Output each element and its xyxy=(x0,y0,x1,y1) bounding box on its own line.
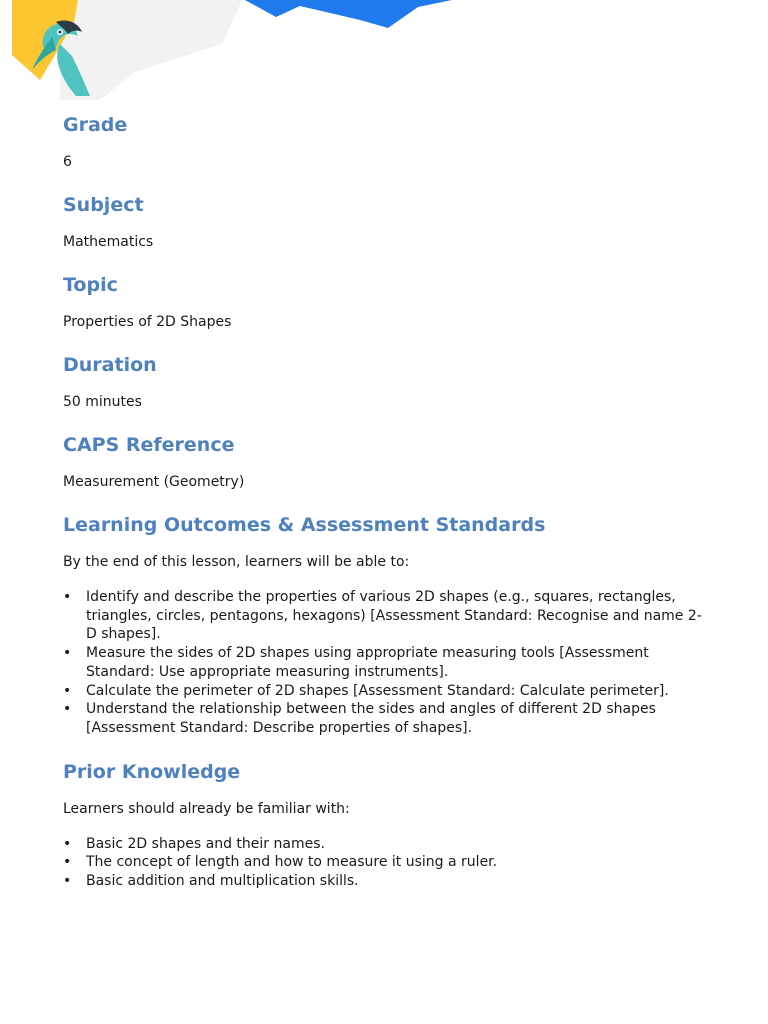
blue-shape xyxy=(245,0,452,28)
learning-outcomes-section xyxy=(63,512,703,738)
bullet-icon: • xyxy=(63,589,72,605)
topic-value: Properties of 2D Shapes xyxy=(63,314,232,330)
bullet-icon: • xyxy=(63,835,72,852)
duration-section xyxy=(63,352,703,411)
bullet-icon: • xyxy=(63,701,72,718)
topic-heading: Topic xyxy=(63,274,118,296)
list-item xyxy=(63,588,703,644)
list-item-text: Identify and describe the properties of various 2D shapes (e.g., squares, rectangles, triangles, circles, pentagons, hexagons) [Assessment Standard: Recognise and name 2-D shapes]. xyxy=(86,589,702,643)
caps-reference-section xyxy=(63,432,703,491)
grade-heading: Grade xyxy=(63,114,128,136)
list-item xyxy=(63,853,703,872)
list-item-text: Calculate the perimeter of 2D shapes [Assessment Standard: Calculate perimeter]. xyxy=(86,682,669,699)
grey-shape xyxy=(60,0,242,100)
prior-knowledge-list xyxy=(63,835,703,891)
caps-reference-value: Measurement (Geometry) xyxy=(63,474,245,490)
learning-outcomes-list xyxy=(63,588,703,738)
list-item xyxy=(63,835,703,854)
bullet-icon: • xyxy=(63,682,72,699)
list-item-text: Understand the relationship between the sides and angles of different 2D shapes [Assessment Standard: Describe properties of shapes]. xyxy=(86,701,656,736)
list-item xyxy=(63,644,703,681)
duration-heading: Duration xyxy=(63,354,157,376)
learning-outcomes-intro: By the end of this lesson, learners will be able to: xyxy=(63,554,410,570)
bullet-icon: • xyxy=(63,854,72,871)
caps-reference-heading: CAPS Reference xyxy=(63,434,235,456)
prior-knowledge-heading: Prior Knowledge xyxy=(63,760,241,783)
yellow-shape xyxy=(12,0,78,80)
prior-knowledge-intro: Learners should already be familiar with: xyxy=(63,800,350,817)
topic-section xyxy=(63,272,703,331)
learning-outcomes-heading: Learning Outcomes & Assessment Standards xyxy=(63,514,546,536)
prior-knowledge-section xyxy=(63,759,703,891)
list-item xyxy=(63,872,703,891)
parrot-logo-icon xyxy=(32,20,90,96)
list-item-text: Basic 2D shapes and their names. xyxy=(86,835,325,852)
list-item-text: The concept of length and how to measure it using a ruler. xyxy=(86,854,498,871)
lesson-plan-content xyxy=(63,112,703,891)
bullet-icon: • xyxy=(63,873,72,890)
duration-value: 50 minutes xyxy=(63,394,142,410)
header-decoration xyxy=(0,0,768,100)
list-item xyxy=(63,682,703,701)
list-item xyxy=(63,700,703,737)
subject-value: Mathematics xyxy=(63,234,154,250)
grade-value: 6 xyxy=(63,154,72,170)
grade-section xyxy=(63,112,703,171)
subject-heading: Subject xyxy=(63,194,144,216)
subject-section xyxy=(63,192,703,251)
list-item-text: Measure the sides of 2D shapes using appropriate measuring tools [Assessment Standard: Use appropriate measuring instruments]. xyxy=(86,645,649,680)
list-item-text: Basic addition and multiplication skills. xyxy=(86,873,359,890)
bullet-icon: • xyxy=(63,645,72,662)
